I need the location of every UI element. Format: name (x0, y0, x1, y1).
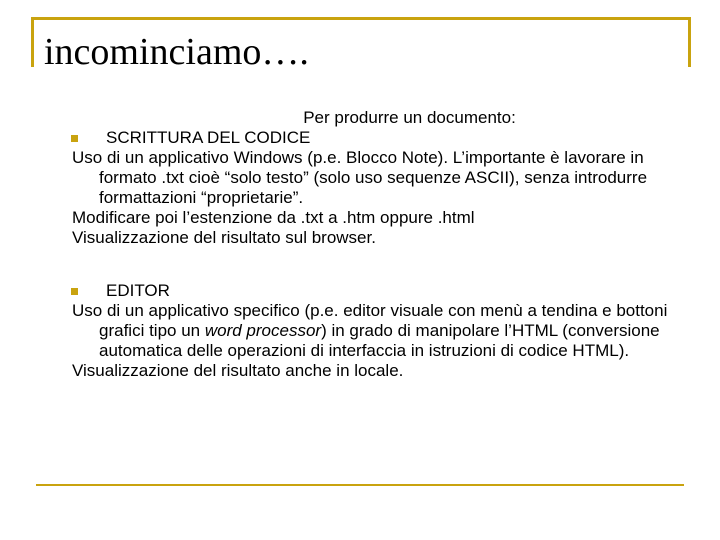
bottom-divider (36, 484, 684, 486)
square-bullet-icon (71, 135, 78, 142)
slide-title: incominciamo…. (44, 31, 309, 73)
section1-paragraph-3: Visualizzazione del risultato sul browser. (72, 228, 376, 247)
slide-body (72, 108, 692, 381)
section2-paragraph-2: Visualizzazione del risultato anche in locale. (72, 361, 404, 380)
section2-p1-before: Uso di un applicativo specifico (p.e. editor visuale con menù a tendina e bottoni grafici tipo un (72, 301, 668, 340)
section1-paragraph-1: Uso di un applicativo Windows (p.e. Blocco Note). L’importante è lavorare in formato .txt cioè “solo testo” (solo uso sequenze ASCII), senza introdurre formattazioni “proprietarie”. (72, 148, 648, 207)
right-frame-line (688, 17, 691, 67)
top-frame-line (31, 17, 691, 20)
section2-p1-italic: word processor (204, 321, 322, 340)
bullet-editor (72, 281, 692, 301)
section1-paragraph-2: Modificare poi l’estenzione da .txt a .htm oppure .html (72, 208, 475, 227)
bullet-scrittura (72, 128, 692, 148)
intro-text: Per produrre un documento: (303, 108, 516, 127)
section2-p1-after: ) in grado di manipolare l’HTML (conversione automatica delle operazioni di interfaccia in istruzioni di codice HTML). (99, 321, 660, 360)
section-gap (72, 248, 692, 281)
left-frame-line (31, 17, 34, 67)
section1-heading: SCRITTURA DEL CODICE (106, 128, 311, 147)
square-bullet-icon (71, 288, 78, 295)
section2-heading: EDITOR (106, 281, 170, 300)
section2-paragraph-1 (72, 301, 692, 361)
